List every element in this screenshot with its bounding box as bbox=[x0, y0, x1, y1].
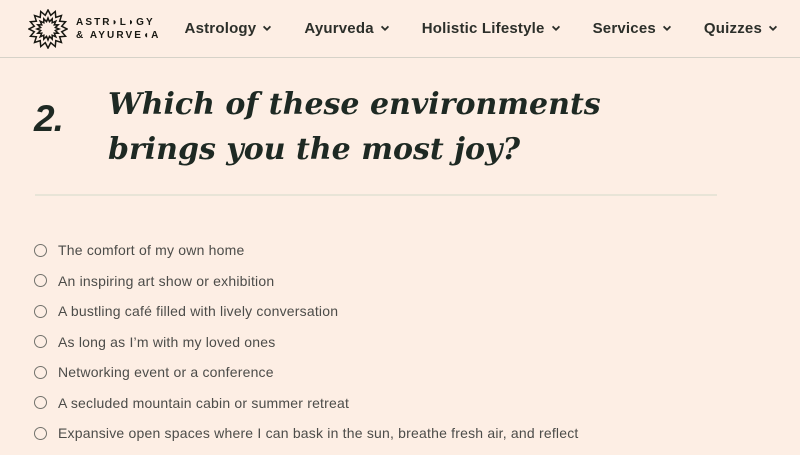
radio-button[interactable] bbox=[34, 274, 47, 287]
brand-logo[interactable] bbox=[28, 9, 160, 49]
chevron-down-icon bbox=[263, 22, 271, 30]
option-row[interactable] bbox=[34, 327, 800, 358]
nav-label: Quizzes bbox=[703, 20, 762, 37]
option-row[interactable] bbox=[34, 388, 800, 419]
option-label: As long as I’m with my loved ones bbox=[58, 333, 276, 350]
logo-star-inner bbox=[37, 18, 59, 40]
radio-button[interactable] bbox=[34, 244, 47, 257]
radio-button[interactable] bbox=[34, 396, 47, 409]
logo-star-outer bbox=[29, 10, 67, 48]
option-label: The comfort of my own home bbox=[58, 242, 245, 259]
brand-line-2: & AYURVE◖A bbox=[76, 29, 161, 41]
brand-line-1: ASTR◗L◗GY bbox=[76, 16, 155, 28]
chevron-down-icon bbox=[551, 22, 559, 30]
option-row[interactable] bbox=[34, 418, 800, 449]
option-label: A secluded mountain cabin or summer retreat bbox=[58, 394, 350, 411]
option-label: Expansive open spaces where I can bask in the sun, breathe fresh air, and reflect bbox=[58, 425, 579, 442]
sunburst-logo-icon bbox=[28, 9, 68, 49]
chevron-down-icon bbox=[381, 22, 389, 30]
option-row[interactable] bbox=[34, 357, 800, 388]
question-number: 2. bbox=[34, 98, 63, 139]
question-divider bbox=[35, 194, 717, 196]
radio-button[interactable] bbox=[34, 427, 47, 440]
main-nav bbox=[185, 20, 776, 37]
quiz-content bbox=[0, 58, 800, 449]
nav-label: Holistic Lifestyle bbox=[421, 20, 545, 37]
radio-button[interactable] bbox=[34, 305, 47, 318]
option-row[interactable] bbox=[34, 266, 800, 297]
nav-item-ayurveda[interactable] bbox=[304, 20, 387, 37]
nav-item-astrology[interactable] bbox=[185, 20, 271, 37]
site-header bbox=[0, 0, 800, 58]
options-list bbox=[34, 235, 800, 449]
chevron-down-icon bbox=[769, 22, 777, 30]
nav-item-holistic-lifestyle[interactable] bbox=[422, 20, 559, 37]
radio-button[interactable] bbox=[34, 335, 47, 348]
nav-label: Ayurveda bbox=[304, 20, 374, 37]
chevron-down-icon bbox=[663, 22, 671, 30]
nav-item-services[interactable] bbox=[593, 20, 670, 37]
nav-item-quizzes[interactable] bbox=[704, 20, 776, 37]
brand-name bbox=[76, 16, 160, 42]
option-row[interactable] bbox=[34, 235, 800, 266]
option-label: A bustling café filled with lively conversation bbox=[58, 303, 339, 320]
question-title: Which of these environments brings you the most joy? bbox=[108, 87, 601, 167]
option-row[interactable] bbox=[34, 296, 800, 327]
nav-label: Services bbox=[592, 20, 656, 37]
radio-button[interactable] bbox=[34, 366, 47, 379]
question-header bbox=[34, 82, 800, 172]
nav-label: Astrology bbox=[184, 20, 257, 37]
option-label: Networking event or a conference bbox=[58, 364, 274, 381]
option-label: An inspiring art show or exhibition bbox=[58, 272, 275, 289]
